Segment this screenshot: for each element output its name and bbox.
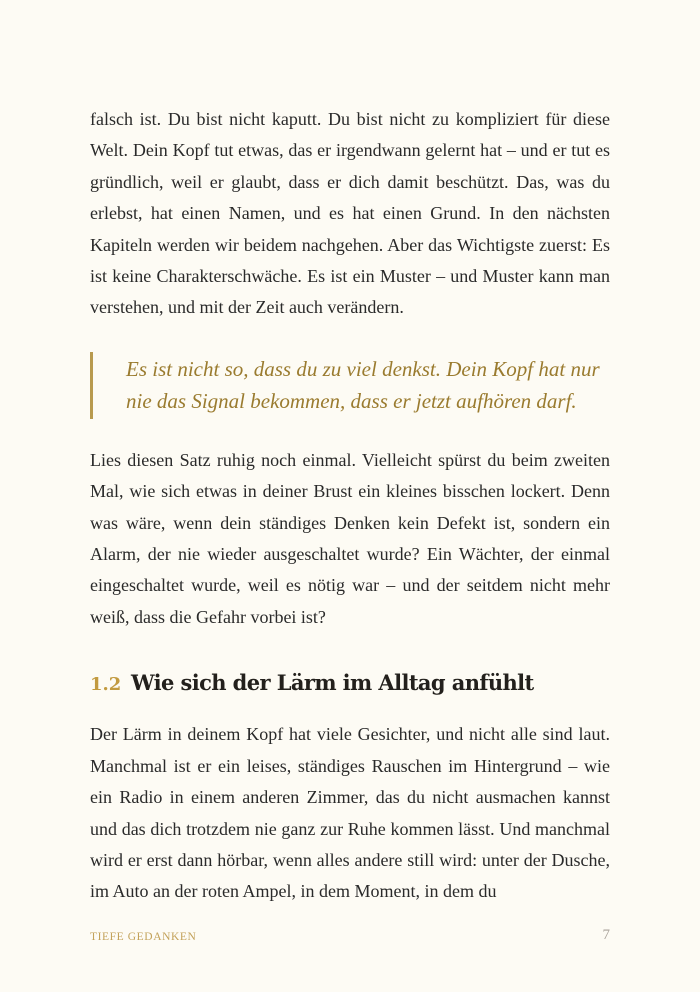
page-number: 7 [602,927,610,943]
pull-quote-text: Es ist nicht so, dass du zu viel denkst. Dein Kopf hat nur nie das Signal bekommen, dass er jetzt aufhören darf. [126,356,600,413]
pull-quote [90,352,610,419]
body-paragraph: Lies diesen Satz ruhig noch einmal. Vielleicht spürst du beim zweiten Mal, wie sich etwas in deiner Brust ein kleines bisschen lockert. Denn was wäre, wenn dein ständiges Denken kein Defekt ist, sondern ein Alarm, der nie wieder ausgeschaltet wurde? Ein Wächter, der einmal eingeschaltet wurde, weil es nötig war – und der seitdem nicht mehr weiß, dass die Gefahr vorbei ist? [90,449,610,627]
section-heading [90,666,610,702]
body-paragraph: Der Lärm in deinem Kopf hat viele Gesichter, und nicht alle sind laut. Manchmal ist er ein leises, ständiges Rauschen im Hintergrund – wie ein Radio in einem anderen Zimmer, das du nicht ausmachen kannst und das dich trotzdem nie ganz zur Ruhe kommen lässt. Und manchmal wird er erst dann hörbar, wenn alles andere still wird: unter der Dusche, im Auto an der roten Ampel, in dem Moment, in dem du [90,724,610,902]
section-number: 1.2 [90,674,122,696]
page-content [90,104,610,908]
running-footer-title: TIEFE GEDANKEN [90,931,197,943]
body-paragraph: falsch ist. Du bist nicht kaputt. Du bist nicht zu kompliziert für diese Welt. Dein Kopf tut etwas, das er irgendwann gelernt hat – und er tut es gründlich, weil er glaubt, dass er dich damit beschützt. Das, was du erlebst, hat einen Namen, und es hat einen Grund. In den nächsten Kapiteln werden wir beidem nachgehen. Aber das Wichtigste zuerst: Es ist keine Charakterschwäche. Es ist ein Muster – und Muster kann man verstehen, und mit der Zeit auch verändern. [90,109,610,318]
section-title: Wie sich der Lärm im Alltag anfühlt [131,670,534,696]
